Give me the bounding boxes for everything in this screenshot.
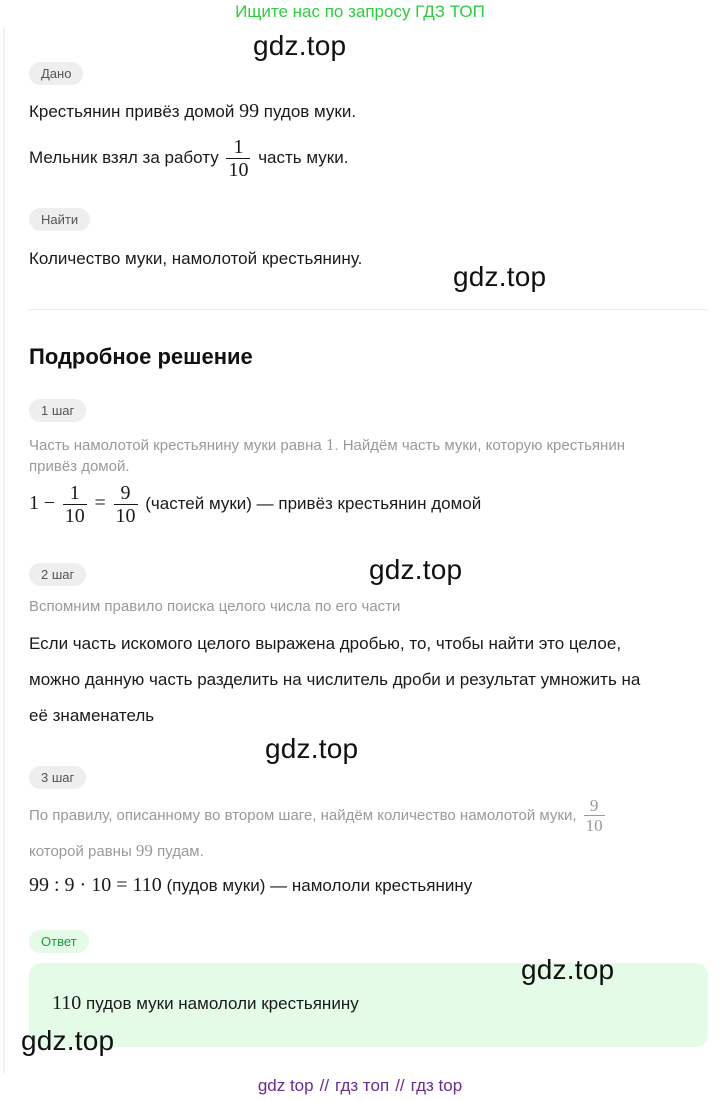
footer-link-gdz-top[interactable]: gdz top (257, 1076, 314, 1095)
solution-title: Подробное решение (29, 344, 253, 369)
step-3-hint-line-2 (29, 841, 204, 861)
eq-fraction-1 (63, 482, 87, 527)
step-3-badge: 3 шаг (29, 766, 86, 789)
watermark: gdz.top (453, 261, 547, 292)
eq-fraction-1-denominator: 10 (64, 505, 85, 527)
step-3-hint (29, 796, 608, 835)
eq-one: 1 (29, 491, 39, 514)
given-badge: Дано (29, 62, 83, 85)
answer-text (52, 992, 359, 1015)
step-3-hint-line-2-pre: которой равны (29, 843, 136, 860)
section-divider (29, 309, 707, 310)
answer-number: 110 (52, 992, 82, 1014)
eq-minus: − (43, 491, 56, 514)
eq-equals: = (94, 491, 106, 514)
find-text: Количество муки, намолотой крестьянину. (29, 249, 363, 268)
step-1-hint-line-2: привёз домой. (29, 458, 130, 475)
step-3-hint-fraction (584, 796, 605, 835)
eq-fraction-2-denominator: 10 (115, 505, 136, 527)
step-1-eq-text: (частей муки) — привёз крестьянин домой (145, 493, 482, 513)
eq-fraction-2-numerator: 9 (120, 482, 131, 504)
given-line-1-post: пудов муки. (259, 102, 357, 121)
step-2-rule-line-1: Если часть искомого целого выражена дробью, то, чтобы найти это целое, (29, 634, 622, 653)
footer-link-gdz-top-ru[interactable]: гдз топ (335, 1076, 390, 1095)
top-banner[interactable]: Ищите нас по запросу ГДЗ ТОП (235, 2, 485, 21)
given-line-2-pre: Мельник взял за работу (29, 147, 219, 167)
step-3-hint-pre: По правилу, описанному во втором шаге, найдём количество намолотой муки, (29, 807, 577, 824)
given-line-1 (29, 100, 356, 123)
left-border (3, 28, 5, 1073)
step-3-hint-fraction-denominator: 10 (585, 816, 603, 835)
watermark: gdz.top (521, 954, 615, 985)
given-line-1-pre: Крестьянин привёз домой (29, 102, 240, 121)
given-fraction-numerator: 1 (233, 136, 244, 158)
watermark: gdz.top (21, 1025, 115, 1056)
step-3-hint-fraction-numerator: 9 (589, 796, 599, 815)
eq-fraction-2 (114, 482, 138, 527)
step-2-rule-line-3: её знаменатель (29, 706, 155, 725)
step-1-hint (29, 435, 625, 455)
step-3-hint-line-2-post: пудам. (152, 843, 204, 860)
step-1-hint-pre: Часть намолотой крестьянину муки равна (29, 437, 326, 454)
step-1-equation (29, 482, 481, 527)
footer-links (0, 1076, 720, 1096)
given-line-2 (29, 136, 348, 181)
watermark: gdz.top (369, 554, 463, 585)
footer-separator: // (395, 1076, 405, 1095)
step-3-eq-expression: 99 : 9 · 10 = 110 (29, 874, 162, 896)
answer-badge: Ответ (29, 930, 89, 953)
step-2-badge: 2 шаг (29, 563, 86, 586)
step-3-hint-line-2-number: 99 (135, 841, 153, 860)
step-1-hint-number: 1 (325, 435, 335, 454)
answer-text-body: пудов муки намололи крестьянину (81, 994, 359, 1013)
step-3-eq-text: (пудов муки) — намололи крестьянину (166, 876, 473, 895)
watermark: gdz.top (265, 733, 359, 764)
given-fraction-denominator: 10 (228, 159, 249, 181)
step-2-hint: Вспомним правило поиска целого числа по его части (29, 598, 401, 615)
given-fraction (226, 136, 250, 181)
given-line-1-number: 99 (239, 100, 260, 122)
eq-fraction-1-numerator: 1 (69, 482, 80, 504)
step-3-equation (29, 874, 472, 897)
footer-separator: // (319, 1076, 330, 1095)
watermark: gdz.top (253, 30, 347, 61)
step-2-rule-line-2: можно данную часть разделить на числитель дроби и результат умножить на (29, 670, 641, 689)
given-line-2-post: часть муки. (258, 147, 349, 167)
find-badge: Найти (29, 208, 90, 231)
step-1-hint-post: . Найдём часть муки, которую крестьянин (334, 437, 625, 454)
step-1-badge: 1 шаг (29, 399, 86, 422)
footer-link-gdz-top-mixed[interactable]: гдз top (410, 1076, 463, 1095)
